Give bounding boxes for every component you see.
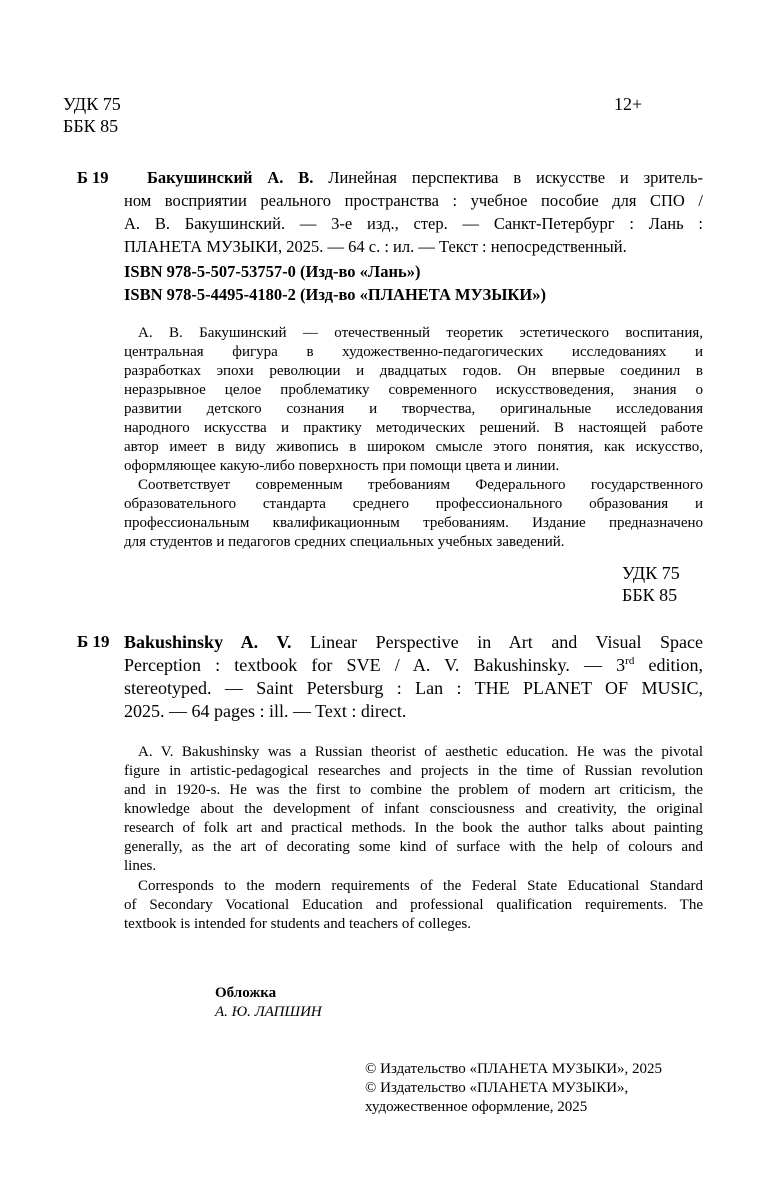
en-entry-superscript: rd	[625, 655, 635, 667]
ru-isbn-1: ISBN 978-5-507-53757-0 (Изд-во «Лань»)	[124, 262, 421, 281]
en-annotation-line: and in 1920-s. He was the first to combine the problem of modern art criticism, the	[124, 782, 703, 798]
en-annotation-line: textbook is intended for students and teachers of colleges.	[124, 916, 471, 932]
copyright-line: © Издательство «ПЛАНЕТА МУЗЫКИ»,	[365, 1080, 629, 1096]
ru-entry-line-3: А. В. Бакушинский. — 3-е изд., стер. — Санкт-Петербург : Лань :	[124, 214, 703, 233]
ru-annotation-line: А. В. Бакушинский — отечественный теоретик эстетического воспитания,	[138, 325, 703, 341]
ru-annotation-line: Соответствует современным требованиям Федерального государственного	[138, 477, 703, 493]
en-annotation-line: A. V. Bakushinsky was a Russian theorist of aesthetic education. He was the pivotal	[138, 744, 703, 760]
ru-annotation-line: центральная фигура в художественно-педагогических исследованиях и	[124, 344, 703, 360]
ru-isbn-2: ISBN 978-5-4495-4180-2 (Изд-во «ПЛАНЕТА МУЗЫКИ»)	[124, 285, 546, 304]
en-annotation-line: knowledge about the development of infant consciousness and creativity, the original	[124, 801, 703, 817]
en-entry-line-2	[124, 655, 703, 676]
ru-annotation-line: развитии детского сознания и творчества, оригинальные исследования	[124, 401, 703, 417]
mid-classification	[622, 562, 680, 606]
ru-entry-author: Бакушинский А. В.	[147, 168, 314, 187]
ru-annotation-line: неразрывное целое проблематику современного искусствоведения, знания о	[124, 382, 703, 398]
ru-annotation-line: народного искусства и практику методических решений. В настоящей работе	[124, 420, 703, 436]
ru-annotation-line: оформляющее какую-либо поверхность при помощи цвета и линии.	[124, 458, 560, 474]
en-entry-line-2-text: Perception : textbook for SVE / A. V. Bakushinsky. — 3	[124, 655, 626, 675]
ru-entry-line-2: ном восприятии реального пространства : учебное пособие для СПО /	[124, 191, 703, 210]
copyright-line: художественное оформление, 2025	[365, 1099, 588, 1115]
mid-udk: УДК 75	[622, 563, 680, 583]
header-udk: УДК 75	[63, 94, 121, 114]
en-entry-line-1	[124, 632, 703, 653]
en-annotation-line: research of folk art and practical methods. In the book the author talks about painting	[124, 820, 703, 836]
mid-bbk: ББК 85	[622, 585, 678, 605]
ru-entry-line-1	[147, 168, 703, 188]
en-entry-title: Linear Perspective in Art and Visual Space	[310, 632, 703, 652]
header-classification	[63, 93, 121, 137]
en-annotation-line: lines.	[124, 858, 157, 874]
copyright-block	[365, 1060, 662, 1117]
age-rating: 12+	[614, 94, 643, 114]
en-entry-code: Б 19	[77, 632, 110, 651]
en-annotation-line: figure in artistic-pedagogical researches and projects in the time of Russian revolution	[124, 763, 703, 779]
header-bbk: ББК 85	[63, 116, 119, 136]
ru-annotation-line: автор имеет в виду живопись в широком смысле этого понятия, как искусство,	[124, 439, 703, 455]
cover-credits-name: А. Ю. ЛАПШИН	[215, 1004, 322, 1020]
ru-entry-code: Б 19	[77, 168, 109, 187]
en-entry-line-4: 2025. — 64 pages : ill. — Text : direct.	[124, 701, 407, 721]
ru-entry-line-4: ПЛАНЕТА МУЗЫКИ, 2025. — 64 с. : ил. — Текст : непосредственный.	[124, 237, 627, 256]
en-annotation-line: generally, as the art of decorating some kind of surface with the help of colours and	[124, 839, 703, 855]
cover-credits	[215, 984, 322, 1022]
en-entry-line-3: stereotyped. — Saint Petersburg : Lan : THE PLANET OF MUSIC,	[124, 678, 703, 698]
en-entry-line-2-end: edition,	[634, 655, 703, 675]
ru-annotation-line: для студентов и педагогов средних специальных учебных заведений.	[124, 534, 565, 550]
cover-credits-label: Обложка	[215, 985, 277, 1001]
en-entry-author: Bakushinsky A. V.	[124, 632, 292, 652]
ru-annotation-line: профессиональным квалификационным требованиям. Издание предназначено	[124, 515, 703, 531]
en-annotation-line: Corresponds to the modern requirements of the Federal State Educational Standard	[138, 878, 703, 894]
en-annotation-line: of Secondary Vocational Education and professional qualification requirements. The	[124, 897, 703, 913]
ru-entry-title: Линейная перспектива в искусстве и зритель-	[328, 168, 704, 187]
ru-annotation-line: разработках эпохи революции и двадцатых годов. Он впервые соединил в	[124, 363, 703, 379]
copyright-line: © Издательство «ПЛАНЕТА МУЗЫКИ», 2025	[365, 1061, 663, 1077]
ru-annotation-line: образовательного стандарта среднего профессионального образования и	[124, 496, 703, 512]
